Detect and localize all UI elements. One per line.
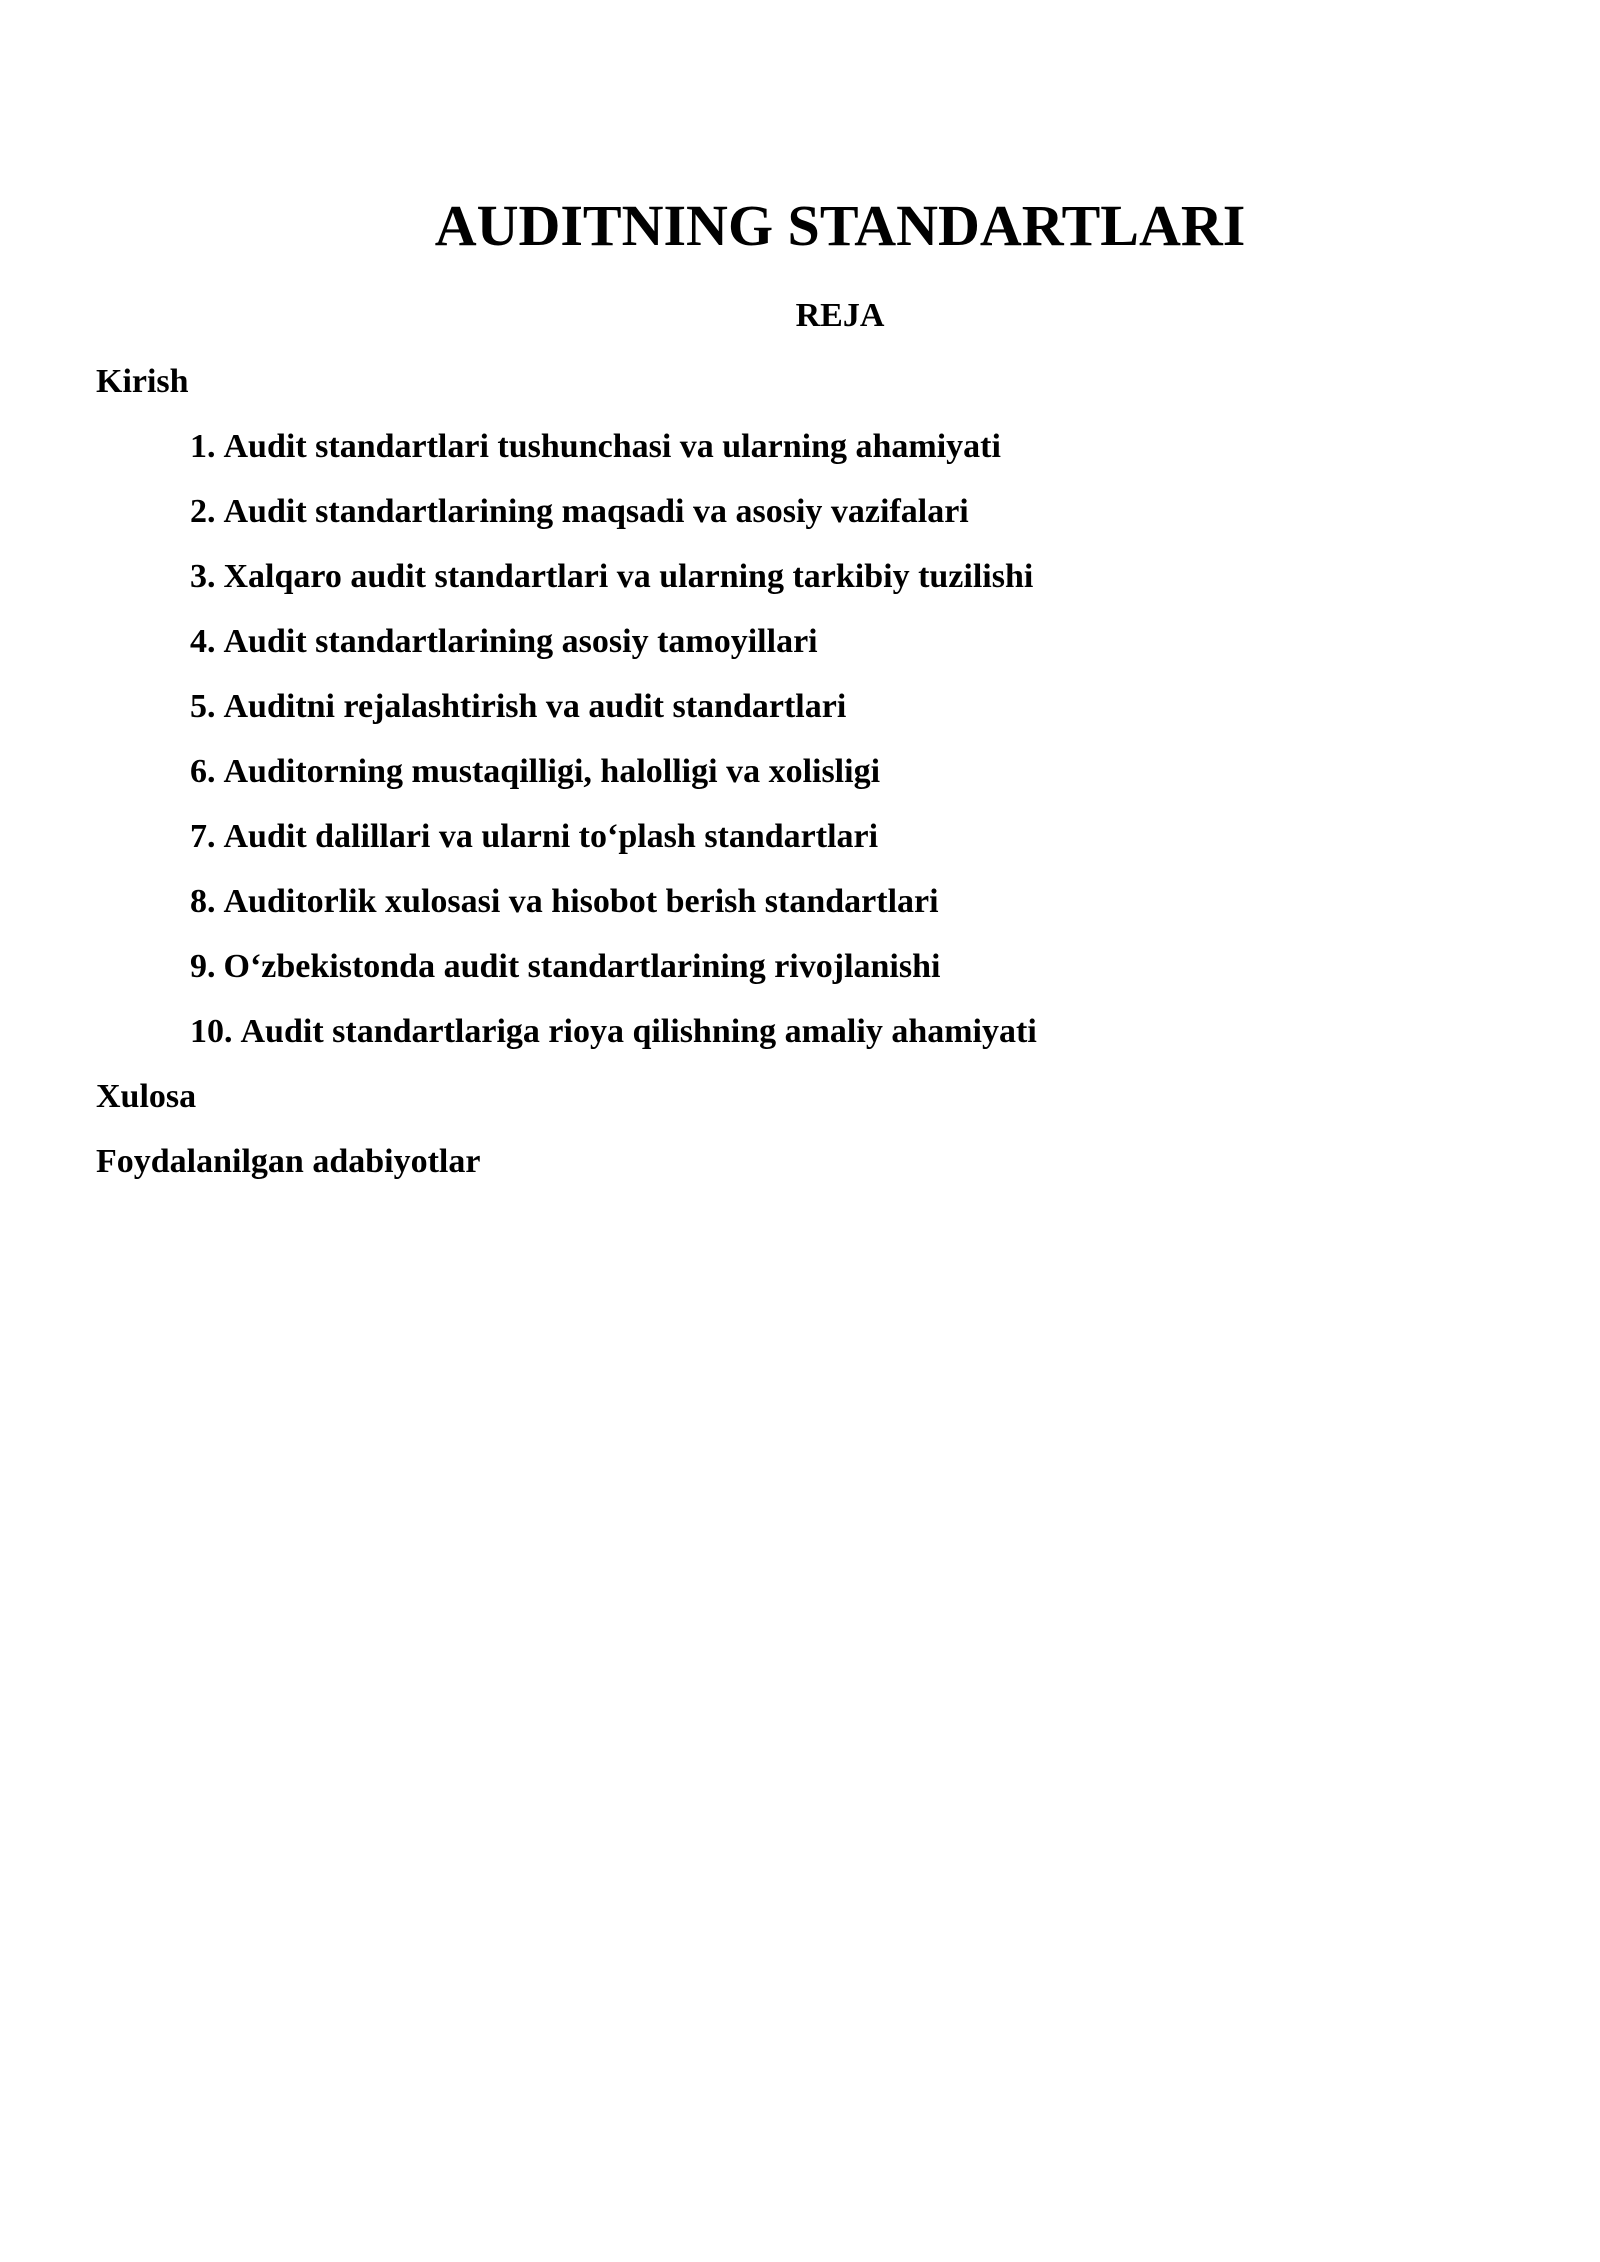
plan-conclusion: Xulosa xyxy=(96,1078,197,1115)
plan-item xyxy=(0,942,1600,1007)
plan-item-number: 7. xyxy=(190,818,216,855)
plan-item xyxy=(0,552,1600,617)
plan-item-text: Audit standartlarining asosiy tamoyillari xyxy=(223,623,818,660)
plan-item xyxy=(0,747,1600,812)
plan-item-number: 8. xyxy=(190,883,216,920)
plan-item xyxy=(0,877,1600,942)
plan-item-text: Audit standartlariga rioya qilishning amaliy ahamiyati xyxy=(240,1013,1037,1050)
plan-item-number: 10. xyxy=(190,1013,233,1050)
plan-item-text: Audit dalillari va ularni to‘plash standartlari xyxy=(223,818,879,855)
plan-references: Foydalanilgan adabiyotlar xyxy=(96,1143,481,1180)
plan-item xyxy=(0,1007,1600,1072)
plan-item-number: 4. xyxy=(190,623,216,660)
plan-list xyxy=(0,357,1600,1202)
plan-item-text: Auditorning mustaqilligi, halolligi va xolisligi xyxy=(223,753,881,790)
plan-item-number: 2. xyxy=(190,493,216,530)
plan-item-number: 5. xyxy=(190,688,216,725)
plan-item-text: Auditorlik xulosasi va hisobot berish standartlari xyxy=(223,883,939,920)
plan-item xyxy=(0,487,1600,552)
document-title: AUDITNING STANDARTLARI xyxy=(434,193,1246,258)
plan-item-text: Audit standartlari tushunchasi va ularning ahamiyati xyxy=(223,428,1001,465)
plan-item-number: 9. xyxy=(190,948,216,985)
plan-item xyxy=(0,812,1600,877)
plan-item-number: 3. xyxy=(190,558,216,595)
plan-heading: REJA xyxy=(795,297,885,334)
plan-item-text: Xalqaro audit standartlari va ularning tarkibiy tuzilishi xyxy=(223,558,1034,595)
plan-item xyxy=(0,617,1600,682)
plan-intro: Kirish xyxy=(96,363,189,400)
plan-item-number: 6. xyxy=(190,753,216,790)
plan-item-number: 1. xyxy=(190,428,216,465)
plan-item-text: Audit standartlarining maqsadi va asosiy vazifalari xyxy=(223,493,969,530)
plan-item-text: Auditni rejalashtirish va audit standartlari xyxy=(223,688,847,725)
plan-item-text: O‘zbekistonda audit standartlarining rivojlanishi xyxy=(223,948,941,985)
plan-item xyxy=(0,422,1600,487)
plan-item xyxy=(0,682,1600,747)
